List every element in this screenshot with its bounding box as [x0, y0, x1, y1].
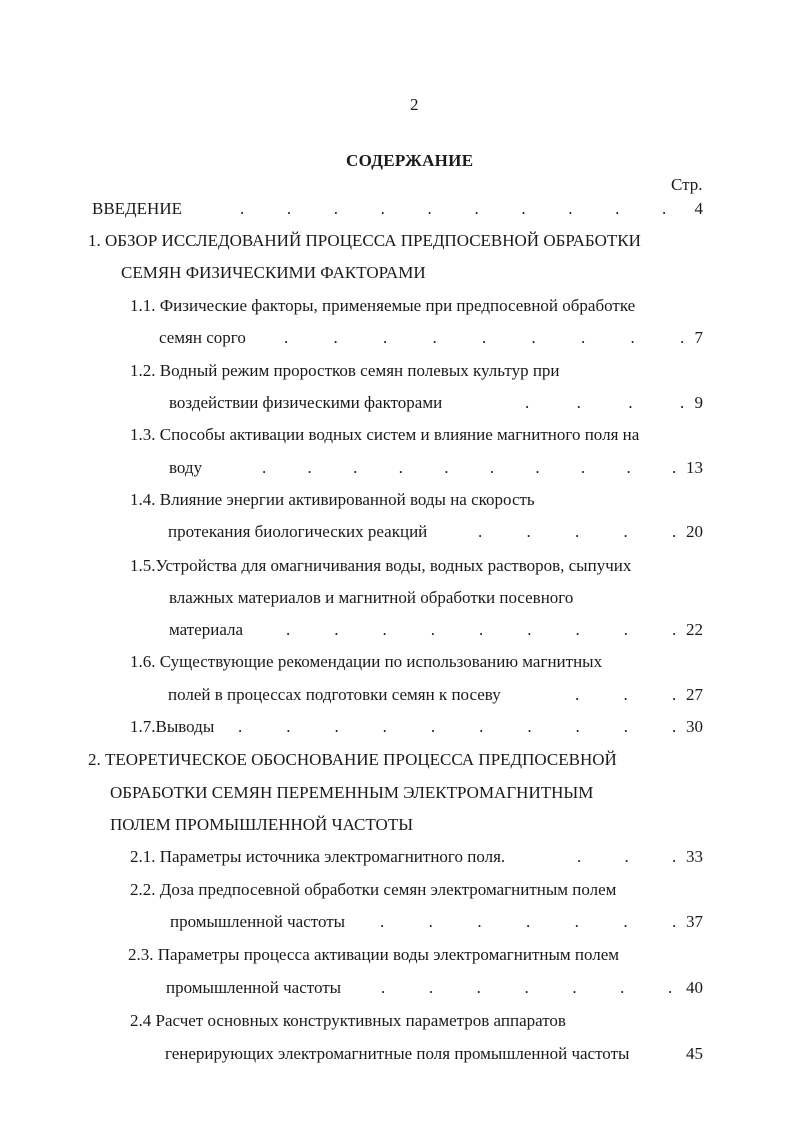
leader-dot: .: [383, 328, 388, 347]
leader-dot: .: [380, 912, 385, 931]
leader-dot: .: [398, 458, 403, 477]
leader-dot: .: [482, 328, 487, 347]
leader-dot: .: [577, 847, 582, 866]
toc-entry-line: 1.4. Влияние энергии активированной воды на скорость: [130, 490, 535, 509]
leader-dot: .: [572, 978, 577, 997]
leader-dot: .: [672, 685, 677, 704]
leader-dot: .: [432, 328, 437, 347]
toc-entry-line: воду: [169, 458, 203, 477]
leader-dot: .: [568, 199, 573, 218]
toc-entry-line: 2.1. Параметры источника электромагнитного поля.: [130, 847, 506, 866]
leader-dot: .: [662, 199, 667, 218]
toc-page-number: 30: [686, 717, 703, 736]
leader-dot: .: [286, 199, 292, 218]
leader-dot: .: [525, 393, 530, 412]
leader-dot: .: [527, 620, 532, 639]
leader-dot: .: [527, 717, 532, 736]
leader-dot: .: [623, 522, 628, 541]
toc-entry-line: протекания биологических реакций: [168, 522, 428, 541]
leader-dot: .: [474, 199, 479, 218]
leader-dot: .: [628, 393, 633, 412]
leader-dot: .: [668, 978, 673, 997]
leader-dot: .: [430, 717, 436, 736]
leader-dot: .: [334, 620, 339, 639]
leader-dot: .: [672, 717, 677, 736]
leader-dot: .: [615, 199, 620, 218]
leader-dot: .: [333, 199, 339, 218]
leader-dot: .: [580, 458, 586, 477]
leader-dot: .: [333, 328, 338, 347]
toc-page-number: 4: [694, 199, 703, 218]
toc-entry-line: промышленной частоты: [166, 978, 342, 997]
leader-dot: .: [620, 978, 625, 997]
leader-dot: .: [353, 458, 358, 477]
toc-page-number: 22: [686, 620, 703, 639]
toc-entry-line: влажных материалов и магнитной обработки посевного: [169, 588, 574, 607]
leader-dot: .: [526, 522, 531, 541]
toc-page-number: 27: [686, 685, 703, 704]
toc-entry-line: воздействии физическими факторами: [169, 393, 443, 412]
toc-page-number: 13: [686, 458, 703, 477]
leader-dot: .: [581, 328, 586, 347]
leader-dot: .: [479, 620, 484, 639]
toc-entry-line: 1.1. Физические факторы, применяемые при предпосевной обработке: [130, 296, 636, 315]
page-column-label: Стр.: [671, 175, 703, 194]
toc-entry-line: ПОЛЕМ ПРОМЫШЛЕННОЙ ЧАСТОТЫ: [110, 815, 414, 834]
toc-entry-line: 1.7.Выводы: [130, 717, 215, 736]
leader-dot: .: [307, 458, 312, 477]
leader-dot: .: [428, 912, 433, 931]
toc-entry-line: полей в процессах подготовки семян к посеву: [168, 685, 501, 704]
toc-entry-line: ОБРАБОТКИ СЕМЯН ПЕРЕМЕННЫМ ЭЛЕКТРОМАГНИТНЫМ: [110, 783, 594, 802]
leader-dot: .: [286, 620, 291, 639]
toc-page-number: 9: [694, 393, 703, 412]
toc-entry-line: СЕМЯН ФИЗИЧЕСКИМИ ФАКТОРАМИ: [121, 263, 426, 282]
leader-dot: .: [479, 717, 484, 736]
leader-dot: .: [626, 458, 631, 477]
toc-entry-line: семян сорго: [159, 328, 246, 347]
toc-entry-line: промышленной частоты: [170, 912, 346, 931]
leader-dot: .: [672, 522, 677, 541]
leader-dot: .: [334, 717, 339, 736]
toc-entry-line: 2.3. Параметры процесса активации воды электромагнитным полем: [128, 945, 620, 964]
leader-dot: .: [477, 912, 482, 931]
toc-entry-line: 2. ТЕОРЕТИЧЕСКОЕ ОБОСНОВАНИЕ ПРОЦЕССА ПРЕДПОСЕВНОЙ: [88, 750, 617, 769]
leader-dot: .: [623, 717, 629, 736]
toc-entry-line: материала: [169, 620, 244, 639]
leader-dot: .: [535, 458, 540, 477]
toc-entry-line: 1.2. Водный режим проростков семян полевых культур при: [130, 361, 560, 380]
leader-dot: .: [531, 328, 536, 347]
toc-entry-line: ВВЕДЕНИЕ: [92, 199, 182, 218]
leader-dot: .: [428, 978, 434, 997]
document-title: СОДЕРЖАНИЕ: [346, 151, 474, 170]
toc-entry-line: генерирующих электромагнитные поля промышленной частоты: [165, 1044, 630, 1063]
toc-entry-line: 1.6. Существующие рекомендации по использованию магнитных: [130, 652, 603, 671]
toc-entry-line: 2.4 Расчет основных конструктивных параметров аппаратов: [130, 1011, 566, 1030]
leader-dot: .: [672, 912, 677, 931]
leader-dot: .: [680, 328, 685, 347]
leader-dot: .: [380, 199, 385, 218]
leader-dot: .: [672, 847, 677, 866]
leader-dot: .: [680, 393, 685, 412]
leader-dot: .: [476, 978, 481, 997]
leader-dot: .: [262, 458, 267, 477]
leader-dot: .: [672, 458, 677, 477]
leader-dot: .: [630, 328, 635, 347]
toc-page-number: 37: [686, 912, 703, 931]
leader-dot: .: [444, 458, 449, 477]
leader-dot: .: [240, 199, 245, 218]
toc-page-number: 7: [694, 328, 703, 347]
leader-dot: .: [575, 620, 580, 639]
toc-entry-line: 1.3. Способы активации водных систем и влияние магнитного поля на: [130, 425, 640, 444]
leader-dot: .: [489, 458, 495, 477]
leader-dot: .: [430, 620, 435, 639]
leader-dot: .: [575, 717, 580, 736]
toc-page-number: 40: [686, 978, 703, 997]
leader-dot: .: [576, 393, 581, 412]
leader-dot: .: [575, 685, 580, 704]
leader-dot: .: [623, 685, 628, 704]
leader-dot: .: [286, 717, 291, 736]
leader-dot: .: [382, 620, 387, 639]
toc-entry-line: 1. ОБЗОР ИССЛЕДОВАНИЙ ПРОЦЕССА ПРЕДПОСЕВНОЙ ОБРАБОТКИ: [88, 231, 641, 250]
leader-dot: .: [427, 199, 432, 218]
leader-dot: .: [623, 620, 628, 639]
leader-dot: .: [521, 199, 526, 218]
leader-dot: .: [624, 847, 629, 866]
toc-page-number: 45: [686, 1044, 703, 1063]
leader-dot: .: [672, 620, 677, 639]
leader-dot: .: [478, 522, 483, 541]
page-number: 2: [410, 95, 419, 114]
leader-dot: .: [574, 912, 579, 931]
toc-entry-line: 1.5.Устройства для омагничивания воды, водных растворов, сыпучих: [130, 556, 632, 575]
toc-page-number: 33: [686, 847, 703, 866]
leader-dot: .: [575, 522, 580, 541]
leader-dot: .: [284, 328, 289, 347]
leader-dot: .: [526, 912, 531, 931]
leader-dot: .: [381, 978, 386, 997]
toc-entry-line: 2.2. Доза предпосевной обработки семян электромагнитным полем: [130, 880, 617, 899]
leader-dot: .: [382, 717, 387, 736]
toc-page-number: 20: [686, 522, 703, 541]
leader-dot: .: [238, 717, 243, 736]
leader-dot: .: [623, 912, 628, 931]
leader-dot: .: [524, 978, 529, 997]
